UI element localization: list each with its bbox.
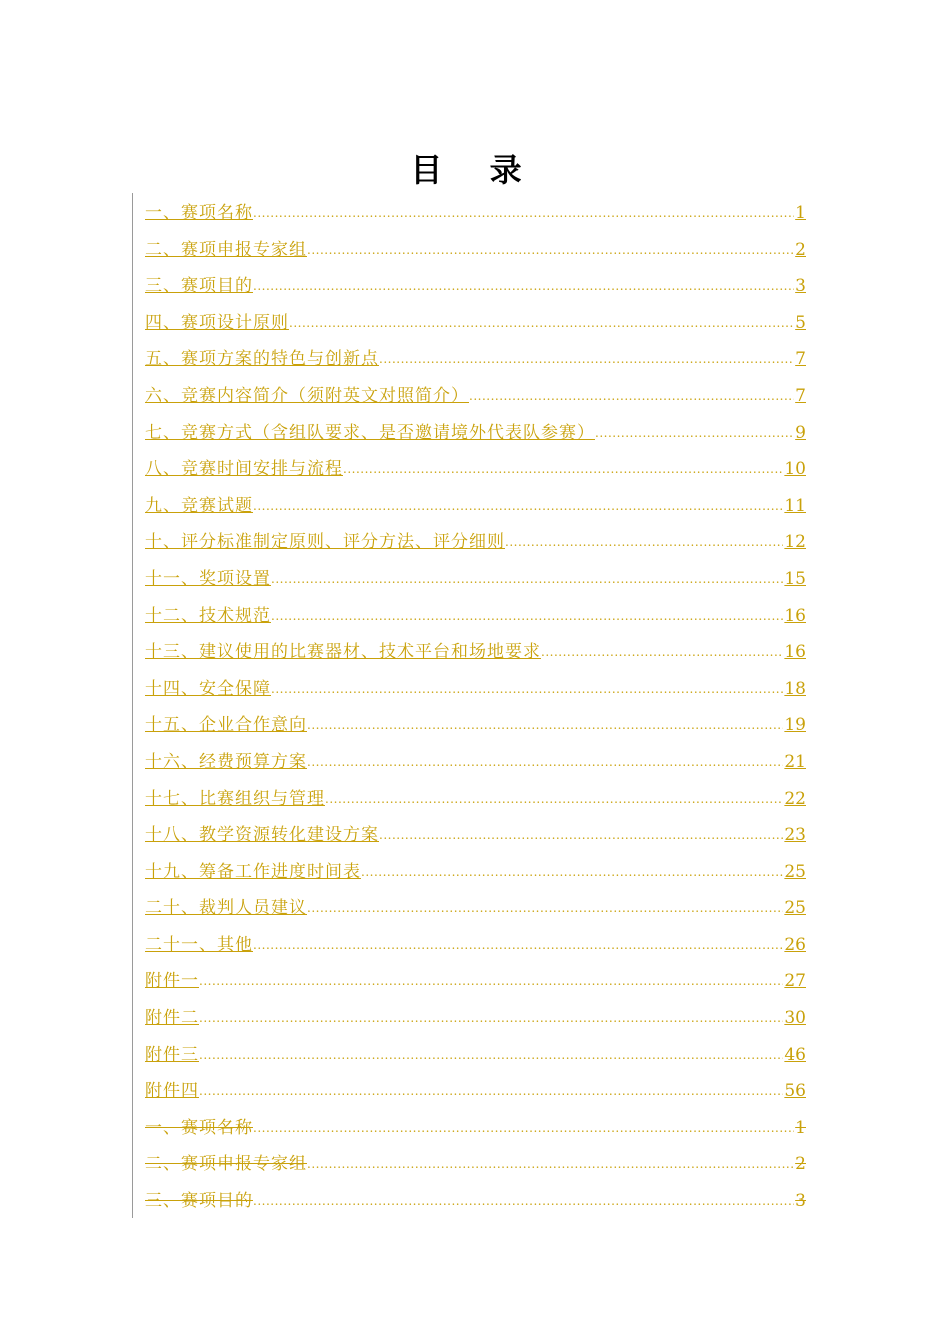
toc-entry-link[interactable] <box>145 932 806 956</box>
toc-entry-title: 十四、安全保障 <box>145 678 271 699</box>
toc-entry-link[interactable] <box>145 639 806 663</box>
toc-page-number: 15 <box>784 568 806 589</box>
toc-dot-leader <box>469 385 794 407</box>
toc-row <box>132 596 806 633</box>
toc-entry-title: 十七、比赛组织与管理 <box>145 788 325 809</box>
toc-dot-leader <box>307 239 794 261</box>
toc-entry-title: 十、评分标准制定原则、评分方法、评分细则 <box>145 532 505 553</box>
toc-row <box>132 486 806 523</box>
toc-entry-link[interactable] <box>145 310 806 334</box>
toc-dot-leader <box>199 1044 783 1066</box>
toc-dot-leader <box>307 897 783 919</box>
toc-entry-link[interactable] <box>145 420 806 444</box>
toc-page-number: 19 <box>784 715 806 736</box>
toc-row <box>132 449 806 486</box>
toc-row <box>132 559 806 596</box>
toc-entry-link[interactable] <box>145 822 806 846</box>
toc-entry-title: 四、赛项设计原则 <box>145 312 289 333</box>
toc-entry-title: 二、赛项申报专家组 <box>145 1154 307 1175</box>
toc-entry-link[interactable] <box>145 1078 806 1102</box>
toc-entry-title: 三、赛项目的 <box>145 1191 253 1212</box>
toc-dot-leader <box>253 202 794 224</box>
toc-entry-title: 十五、企业合作意向 <box>145 715 307 736</box>
toc-dot-leader <box>595 422 794 444</box>
toc-row <box>132 925 806 962</box>
toc-row <box>132 815 806 852</box>
toc-page-number: 27 <box>784 971 806 992</box>
toc-entry-link[interactable] <box>145 712 806 736</box>
toc-dot-leader <box>343 458 783 480</box>
toc-page-number: 9 <box>795 422 806 443</box>
toc-dot-leader <box>271 568 783 590</box>
toc-page-number: 7 <box>795 349 806 370</box>
toc-entry-link[interactable] <box>145 1005 806 1029</box>
toc-page-number: 26 <box>784 934 806 955</box>
toc-entry-title: 三、赛项目的 <box>145 276 253 297</box>
toc-entry-link[interactable] <box>145 1151 806 1175</box>
toc-dot-leader <box>361 861 783 883</box>
toc-row <box>132 632 806 669</box>
toc-page-number: 23 <box>784 825 806 846</box>
toc-entry-title: 附件一 <box>145 971 199 992</box>
toc-row <box>132 998 806 1035</box>
toc-entry-link[interactable] <box>145 273 806 297</box>
toc-entry-link[interactable] <box>145 603 806 627</box>
toc-entry-link[interactable] <box>145 529 806 553</box>
toc-entry-link[interactable] <box>145 749 806 773</box>
toc-dot-leader <box>253 495 783 517</box>
toc-entry-link[interactable] <box>145 493 806 517</box>
toc-dot-leader <box>253 934 783 956</box>
toc-page-number: 3 <box>795 1191 806 1212</box>
toc-row <box>132 413 806 450</box>
toc-row <box>132 669 806 706</box>
toc-row <box>132 1071 806 1108</box>
toc-entry-link[interactable] <box>145 566 806 590</box>
toc-page-number: 2 <box>795 1154 806 1175</box>
toc-row <box>132 193 806 230</box>
toc-row <box>132 888 806 925</box>
toc-page-number: 46 <box>784 1044 806 1065</box>
toc-entry-title: 十六、经费预算方案 <box>145 751 307 772</box>
toc-row <box>132 742 806 779</box>
toc-entry-link[interactable] <box>145 346 806 370</box>
toc-page-number: 11 <box>784 495 806 516</box>
toc-entry-link[interactable] <box>145 383 806 407</box>
toc-row <box>132 852 806 889</box>
toc-entry-link[interactable] <box>145 786 806 810</box>
toc-dot-leader <box>307 1153 794 1175</box>
toc-entry-title: 二十一、其他 <box>145 934 253 955</box>
toc-dot-leader <box>199 970 783 992</box>
toc-dot-leader <box>253 1117 794 1139</box>
toc-page-number: 16 <box>784 642 806 663</box>
toc-dot-leader <box>325 788 783 810</box>
toc-dot-leader <box>253 275 794 297</box>
toc-dot-leader <box>541 641 783 663</box>
toc-entry-link[interactable] <box>145 895 806 919</box>
toc-page-number: 1 <box>795 1117 806 1138</box>
toc-page-number: 22 <box>784 788 806 809</box>
toc-entry-title: 十二、技术规范 <box>145 605 271 626</box>
toc-page-number: 18 <box>784 678 806 699</box>
toc-entry-title: 六、竞赛内容简介（须附英文对照简介） <box>145 385 469 406</box>
toc-entry-link[interactable] <box>145 859 806 883</box>
toc-page-number: 16 <box>784 605 806 626</box>
toc-row <box>132 522 806 559</box>
toc-entry-title: 八、竞赛时间安排与流程 <box>145 459 343 480</box>
toc-row <box>132 779 806 816</box>
toc-dot-leader <box>199 1007 783 1029</box>
toc-page-number: 5 <box>795 312 806 333</box>
toc-dot-leader <box>505 531 783 553</box>
toc-dot-leader <box>379 348 794 370</box>
toc-entry-title: 二十、裁判人员建议 <box>145 898 307 919</box>
toc-row <box>132 266 806 303</box>
toc-dot-leader <box>199 1080 783 1102</box>
toc-entry-title: 二、赛项申报专家组 <box>145 239 307 260</box>
toc-page-number: 2 <box>795 239 806 260</box>
toc-dot-leader <box>289 312 794 334</box>
page-title: 目 录 <box>410 151 540 189</box>
table-of-contents <box>132 193 806 1218</box>
toc-entry-title: 五、赛项方案的特色与创新点 <box>145 349 379 370</box>
toc-page-number: 1 <box>795 203 806 223</box>
toc-entry-link[interactable] <box>145 1188 806 1212</box>
toc-dot-leader <box>307 751 783 773</box>
toc-dot-leader <box>307 714 783 736</box>
toc-row <box>132 230 806 267</box>
toc-page-number: 10 <box>784 459 806 480</box>
toc-entry-link[interactable] <box>145 1115 806 1139</box>
toc-row <box>132 376 806 413</box>
toc-row <box>132 705 806 742</box>
toc-entry-link[interactable] <box>145 200 806 224</box>
toc-dot-leader <box>253 1190 794 1212</box>
toc-row <box>132 1144 806 1181</box>
toc-row <box>132 1108 806 1145</box>
toc-page-number: 21 <box>784 751 806 772</box>
toc-entry-title: 九、竞赛试题 <box>145 495 253 516</box>
toc-entry-title: 十八、教学资源转化建设方案 <box>145 825 379 846</box>
toc-entry-title: 一、赛项名称 <box>145 1117 253 1138</box>
toc-entry-link[interactable] <box>145 676 806 700</box>
toc-entry-title: 七、竞赛方式（含组队要求、是否邀请境外代表队参赛） <box>145 422 595 443</box>
toc-page-number: 25 <box>784 861 806 882</box>
toc-entry-link[interactable] <box>145 1042 806 1066</box>
toc-dot-leader <box>271 605 783 627</box>
toc-entry-title: 十九、筹备工作进度时间表 <box>145 861 361 882</box>
toc-page-number: 30 <box>784 1008 806 1029</box>
toc-entry-link[interactable] <box>145 456 806 480</box>
toc-entry-title: 十一、奖项设置 <box>145 568 271 589</box>
toc-entry-title: 十三、建议使用的比赛器材、技术平台和场地要求 <box>145 642 541 663</box>
toc-dot-leader <box>379 824 783 846</box>
toc-page-number: 56 <box>784 1081 806 1102</box>
toc-page-number: 25 <box>784 898 806 919</box>
toc-entry-title: 附件三 <box>145 1044 199 1065</box>
toc-page-number: 12 <box>784 532 806 553</box>
toc-row <box>132 339 806 376</box>
toc-entry-link[interactable] <box>145 237 806 261</box>
toc-page-number: 7 <box>795 385 806 406</box>
toc-row <box>132 1035 806 1072</box>
toc-entry-title: 附件二 <box>145 1008 199 1029</box>
toc-row <box>132 303 806 340</box>
toc-row <box>132 961 806 998</box>
toc-entry-link[interactable] <box>145 968 806 992</box>
toc-entry-title: 附件四 <box>145 1081 199 1102</box>
toc-row <box>132 1181 806 1218</box>
toc-entry-title: 一、赛项名称 <box>145 203 253 223</box>
toc-page-number: 3 <box>795 276 806 297</box>
toc-dot-leader <box>271 678 783 700</box>
